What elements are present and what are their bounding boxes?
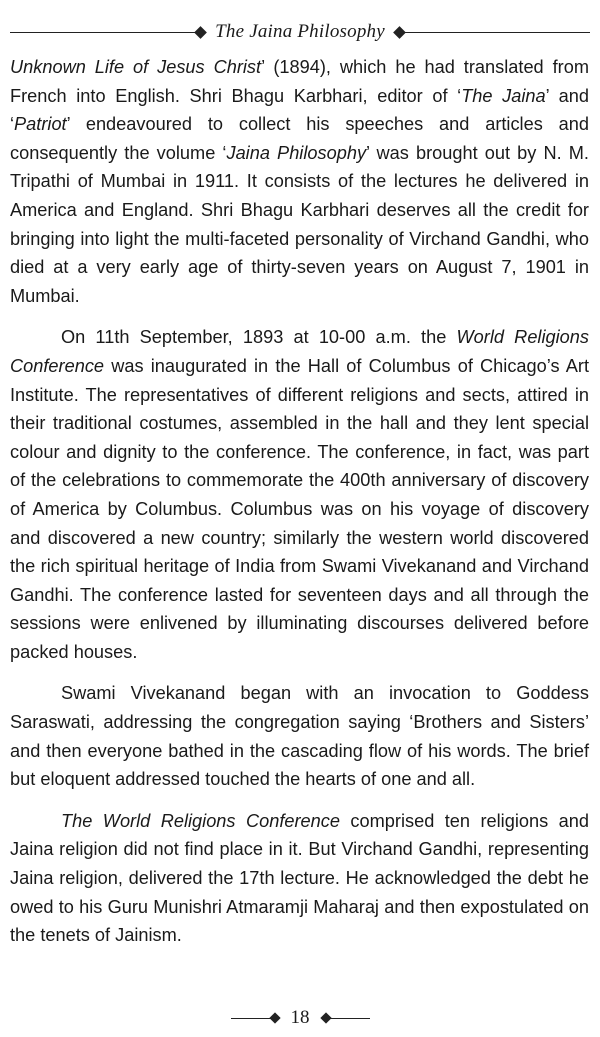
paragraph-4 [10,807,589,950]
text-run: ’ was brought out by N. M. Tripathi of Mumbai in 1911. It consists of the lectures he delivered in America and England. Shri Bhagu Karbhari deserves all the credit for bringing into light the multi-faceted personality of Virchand Gandhi, who died at a very early age of thirty-seven years on August 7, 1901 in Mumbai. [10,142,589,306]
page-footer [228,1005,372,1031]
journal-title-italic: Patriot [14,114,67,135]
text-run: ’ and ‘ [10,85,590,135]
paragraph-1 [10,53,589,310]
text-run: comprised ten religions and Jaina religion did not find place in it. But Virchand Gandhi, representing Jaina religion, delivered the 17th lecture. He acknowledged the debt he owed to his Guru Munishri Atmaramji Maharaj and then expostulated on the tenets of Jainism. [10,810,589,946]
diamond-ornament-icon [269,1012,280,1023]
book-title-italic: Jaina Philosophy [226,142,367,163]
footer-rule-right [330,1018,370,1019]
paragraph-3 [10,679,589,793]
diamond-ornament-icon [194,26,207,39]
text-run: ’ endeavoured to collect his speeches and articles and consequently the volume ‘ [10,114,589,163]
footer-rule-left [231,1018,271,1019]
header-rule-left [10,32,196,33]
journal-title-italic: The Jaina [461,85,546,106]
text-run: ’ (1894), which he had translated from French into English. Shri Bhagu Karbhari, editor of ‘ [10,57,589,106]
page-number: 18 [290,1007,310,1028]
event-name-italic: The World Religions Conference [61,810,340,831]
book-title-italic: Unknown Life of Jesus Christ [10,57,262,77]
running-title: The Jaina Philosophy [215,21,385,42]
running-header [10,18,590,46]
body-text [10,53,589,950]
paragraph-2 [10,323,589,666]
event-name-italic: World Religions Conference [10,327,589,376]
text-run: Swami Vivekanand began with an invocation to Goddess Saraswati, addressing the congregation saying ‘Brothers and Sisters’ and then everyone bathed in the cascading flow of his words. The brief but eloquent addressed touched the hearts of one and all. [10,683,589,790]
header-rule-right [404,32,590,33]
text-run: was inaugurated in the Hall of Columbus of Chicago’s Art Institute. The representatives of different religions and sects, attired in their traditional costumes, assembled in the hall and they lent special colour and dignity to the conference. The conference, in fact, was part of the celebrations to commemorate the 400th anniversary of discovery of America by Columbus. Columbus was on his voyage of discovery and discovered a new country; similarly the western world discovered the rich spiritual heritage of India from Swami Vivekanand and Virchand Gandhi. The conference lasted for seventeen days and all through the sessions were enlivened by illuminating discourses delivered before packed houses. [10,355,589,662]
text-run: On 11th September, 1893 at 10-00 a.m. the [61,327,457,348]
